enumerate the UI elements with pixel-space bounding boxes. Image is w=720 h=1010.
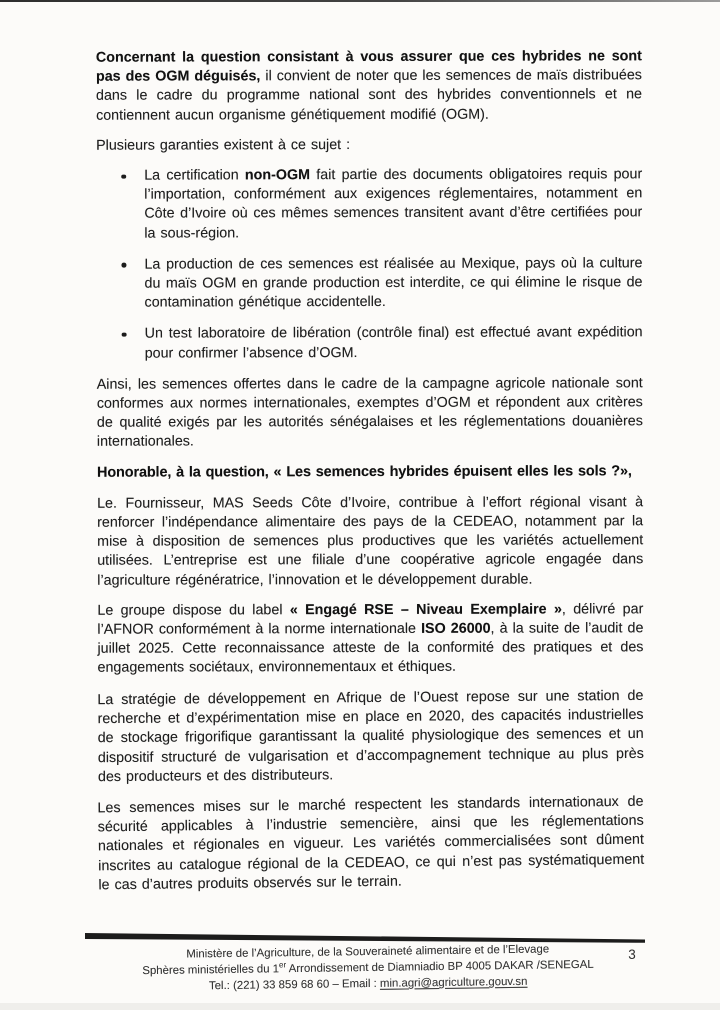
footer-address-line: Sphères ministérielles du 1er Arrondissement de Diamniadio BP 4005 DAKAR /SENEGAL xyxy=(142,958,594,978)
document-body xyxy=(96,47,644,903)
paragraph-strategie: La stratégie de développement en Afrique de l’Ouest repose sur une station de recherche et d’expérimentation mise en place en 2020, des capacités industrielles de stockage frigorifique garantissant la qualité physiologique des semences et un dispositif structuré de vulgarisation et d’accompagnement technique au plus près des producteurs et des distributeurs. xyxy=(97,687,644,785)
bullet-icon xyxy=(122,333,127,338)
bullet-test-text: Un test laboratoire de libération (contrôle final) est effectué avant expédition pour confirmer l’absence d’OGM. xyxy=(144,324,643,362)
label-rse-bold: « Engagé RSE – Niveau Exemplaire » xyxy=(289,601,562,619)
question-heading: Honorable, à la question, « Les semences hybrides épuisent elles les sols ?», xyxy=(96,462,632,481)
paragraph-conformite: Ainsi, les semences offertes dans le cadre de la campagne agricole nationale sont conformes aux normes internationales, exemptes d’OGM et répondent aux critères de qualité exigés par les autorités sénégalaises et les réglementations douanières internationales. xyxy=(96,375,643,451)
bullet-production-text: La production de ces semences est réalisée au Mexique, pays où la culture du maïs OGM en grande production est interdite, ce qui élimine le risque de contamination génétique accidentelle. xyxy=(144,255,643,311)
footer-email-link[interactable]: min.agri@agriculture.gouv.sn xyxy=(379,975,528,990)
paragraph-standards: Les semences mises sur le marché respectent les standards internationaux de sécurité applicables à l’industrie semencière, ainsi que les réglementations nationales et régionales en vigueur. Les variétés commercialisées sont dûment inscrites au catalogue régional de la CEDEAO, ce qui n’est pas systématiquement le cas d’autres produits observés sur le terrain. xyxy=(97,793,645,893)
iso-26000-bold: ISO 26000 xyxy=(421,620,491,637)
bullet-icon xyxy=(121,263,126,268)
paragraph-ogm-intro xyxy=(96,47,642,125)
list-item-production-mexique xyxy=(96,254,642,313)
page-number: 3 xyxy=(628,947,636,962)
bullet-certification-bold: non-OGM xyxy=(244,167,311,184)
list-item-certification xyxy=(96,165,642,243)
paragraph-label-rse: Le groupe dispose du label « Engagé RSE – Niveau Exemplaire », délivré par l’AFNOR conformément à la norme internationale ISO 26000, à la suite de l’audit de juillet 2025. Cette reconnaissance atteste de la conformité des pratiques et des engagements sociétaux, environnementaux et éthiques. xyxy=(97,601,644,677)
scan-top-edge-artifact xyxy=(0,0,720,2)
paragraph-fournisseur: Le. Fournisseur, MAS Seeds Côte d’Ivoire, contribue à l’effort régional visant à renforcer l’indépendance alimentaire des pays de la CEDEAO, notamment par la mise à disposition de semences plus productives que les variétés actuellement utilisées. L’entreprise est une filiale d’une coopérative agricole engagée dans l’agriculture régénératrice, l’innovation et le développement durable. xyxy=(97,494,644,589)
paragraph-garanties-lead: Plusieurs garanties existent à ce sujet : xyxy=(96,136,351,154)
bullet-certification-text: La certification non-OGM fait partie des documents obligatoires requis pour l’importation, conformément aux exigences réglementaires, notamment en Côte d’Ivoire où ces mêmes semences transitent avant d’être certifiées pour la sous-région. xyxy=(144,166,643,242)
footer-contact-line: Tel.: (221) 33 859 68 60 – Email : min.agri@agriculture.gouv.sn xyxy=(208,975,528,993)
footer-address-ordinal: er xyxy=(278,960,287,970)
paragraph-ogm-intro-text: il convient de noter que les semences de maïs distribuées dans le cadre du programme national sont des hybrides conventionnels et ne contiennent aucun organisme génétiquement modifié (OGM). xyxy=(95,67,643,124)
page-footer xyxy=(118,942,619,997)
guarantees-list xyxy=(96,165,643,363)
list-item-test-laboratoire xyxy=(97,324,643,364)
bullet-icon xyxy=(121,174,126,179)
paragraph-ogm-intro-bold-lead: Concernant la question consistant à vous assurer que ces hybrides ne sont pas des OGM déguisés, xyxy=(95,48,642,85)
scan-bottom-edge-artifact xyxy=(0,1003,720,1010)
footer-ministry-line: Ministère de l’Agriculture, de la Souveraineté alimentaire et de l’Elevage xyxy=(186,943,550,961)
